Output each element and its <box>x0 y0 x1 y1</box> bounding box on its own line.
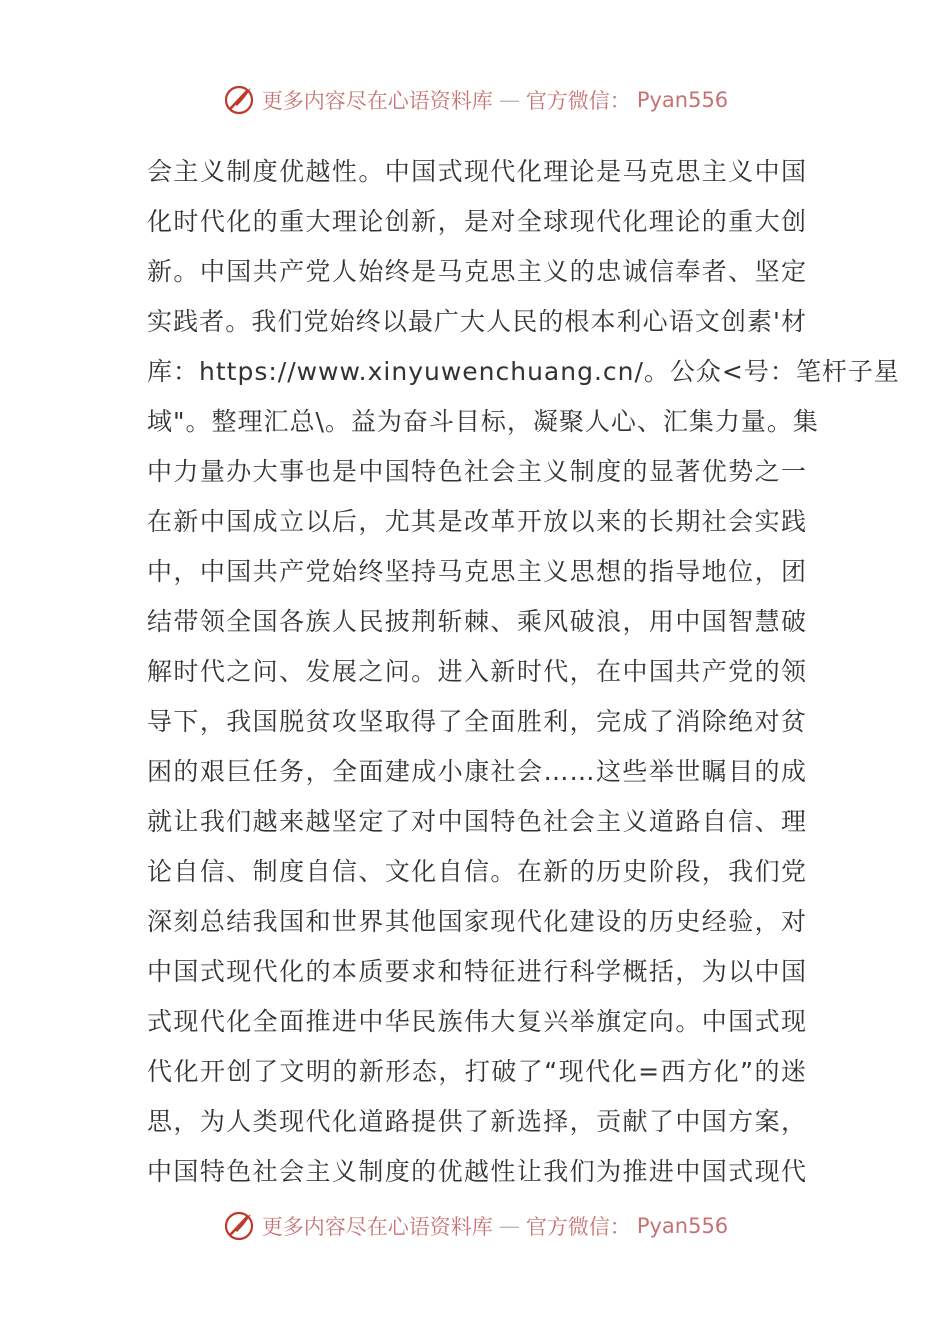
quill-circle-logo-icon <box>222 83 256 117</box>
body-line: 导下，我国脱贫攻坚取得了全面胜利，完成了消除绝对贫 <box>147 707 807 736</box>
body-line: 思，为人类现代化道路提供了新选择，贡献了中国方案， <box>147 1107 807 1136</box>
footer-banner-separator: — <box>498 1214 520 1238</box>
body-line: 结带领全国各族人民披荆斩棘、乘风破浪，用中国智慧破 <box>147 607 807 636</box>
body-line: 代化开创了文明的新形态，打破了“现代化=西方化”的迷 <box>147 1057 807 1086</box>
body-text <box>147 147 900 1197</box>
header-wechat-label: 官方微信： <box>525 89 631 113</box>
body-line: 实践者。我们党始终以最广大人民的根本利心语文创素'材 <box>147 307 807 336</box>
quill-circle-logo-icon <box>222 1209 256 1243</box>
body-line: 域"。整理汇总\。益为奋斗目标，凝聚人心、汇集力量。集 <box>147 407 819 436</box>
body-line: 深刻总结我国和世界其他国家现代化建设的历史经验，对 <box>147 907 807 936</box>
body-line: 库：https://www.xinyuwenchuang.cn/。公众<号：笔杆子星 <box>147 357 900 386</box>
header-wechat-id: Pyan556 <box>636 88 729 112</box>
body-line: 就让我们越来越坚定了对中国特色社会主义道路自信、理 <box>147 807 807 836</box>
header-banner <box>0 80 950 120</box>
body-line: 中国特色社会主义制度的优越性让我们为推进中国式现代 <box>147 1157 807 1186</box>
body-line: 中，中国共产党始终坚持马克思主义思想的指导地位，团 <box>147 557 807 586</box>
body-line: 化时代化的重大理论创新，是对全球现代化理论的重大创 <box>147 207 807 236</box>
body-line: 中力量办大事也是中国特色社会主义制度的显著优势之一 <box>147 457 807 486</box>
footer-wechat-label: 官方微信： <box>525 1215 631 1239</box>
header-banner-separator: — <box>498 88 520 112</box>
body-line: 中国式现代化的本质要求和特征进行科学概括，为以中国 <box>147 957 807 986</box>
header-banner-text: 更多内容尽在心语资料库 <box>261 89 493 113</box>
body-line: 论自信、制度自信、文化自信。在新的历史阶段，我们党 <box>147 857 807 886</box>
footer-banner <box>0 1206 950 1246</box>
body-line: 解时代之问、发展之问。进入新时代，在中国共产党的领 <box>147 657 807 686</box>
body-line: 新。中国共产党人始终是马克思主义的忠诚信奉者、坚定 <box>147 257 807 286</box>
footer-banner-text: 更多内容尽在心语资料库 <box>261 1215 493 1239</box>
footer-wechat-id: Pyan556 <box>636 1214 729 1238</box>
body-line: 会主义制度优越性。中国式现代化理论是马克思主义中国 <box>147 157 807 186</box>
body-line: 在新中国成立以后，尤其是改革开放以来的长期社会实践 <box>147 507 807 536</box>
body-line: 困的艰巨任务，全面建成小康社会……这些举世瞩目的成 <box>147 757 807 786</box>
body-line: 式现代化全面推进中华民族伟大复兴举旗定向。中国式现 <box>147 1007 807 1036</box>
